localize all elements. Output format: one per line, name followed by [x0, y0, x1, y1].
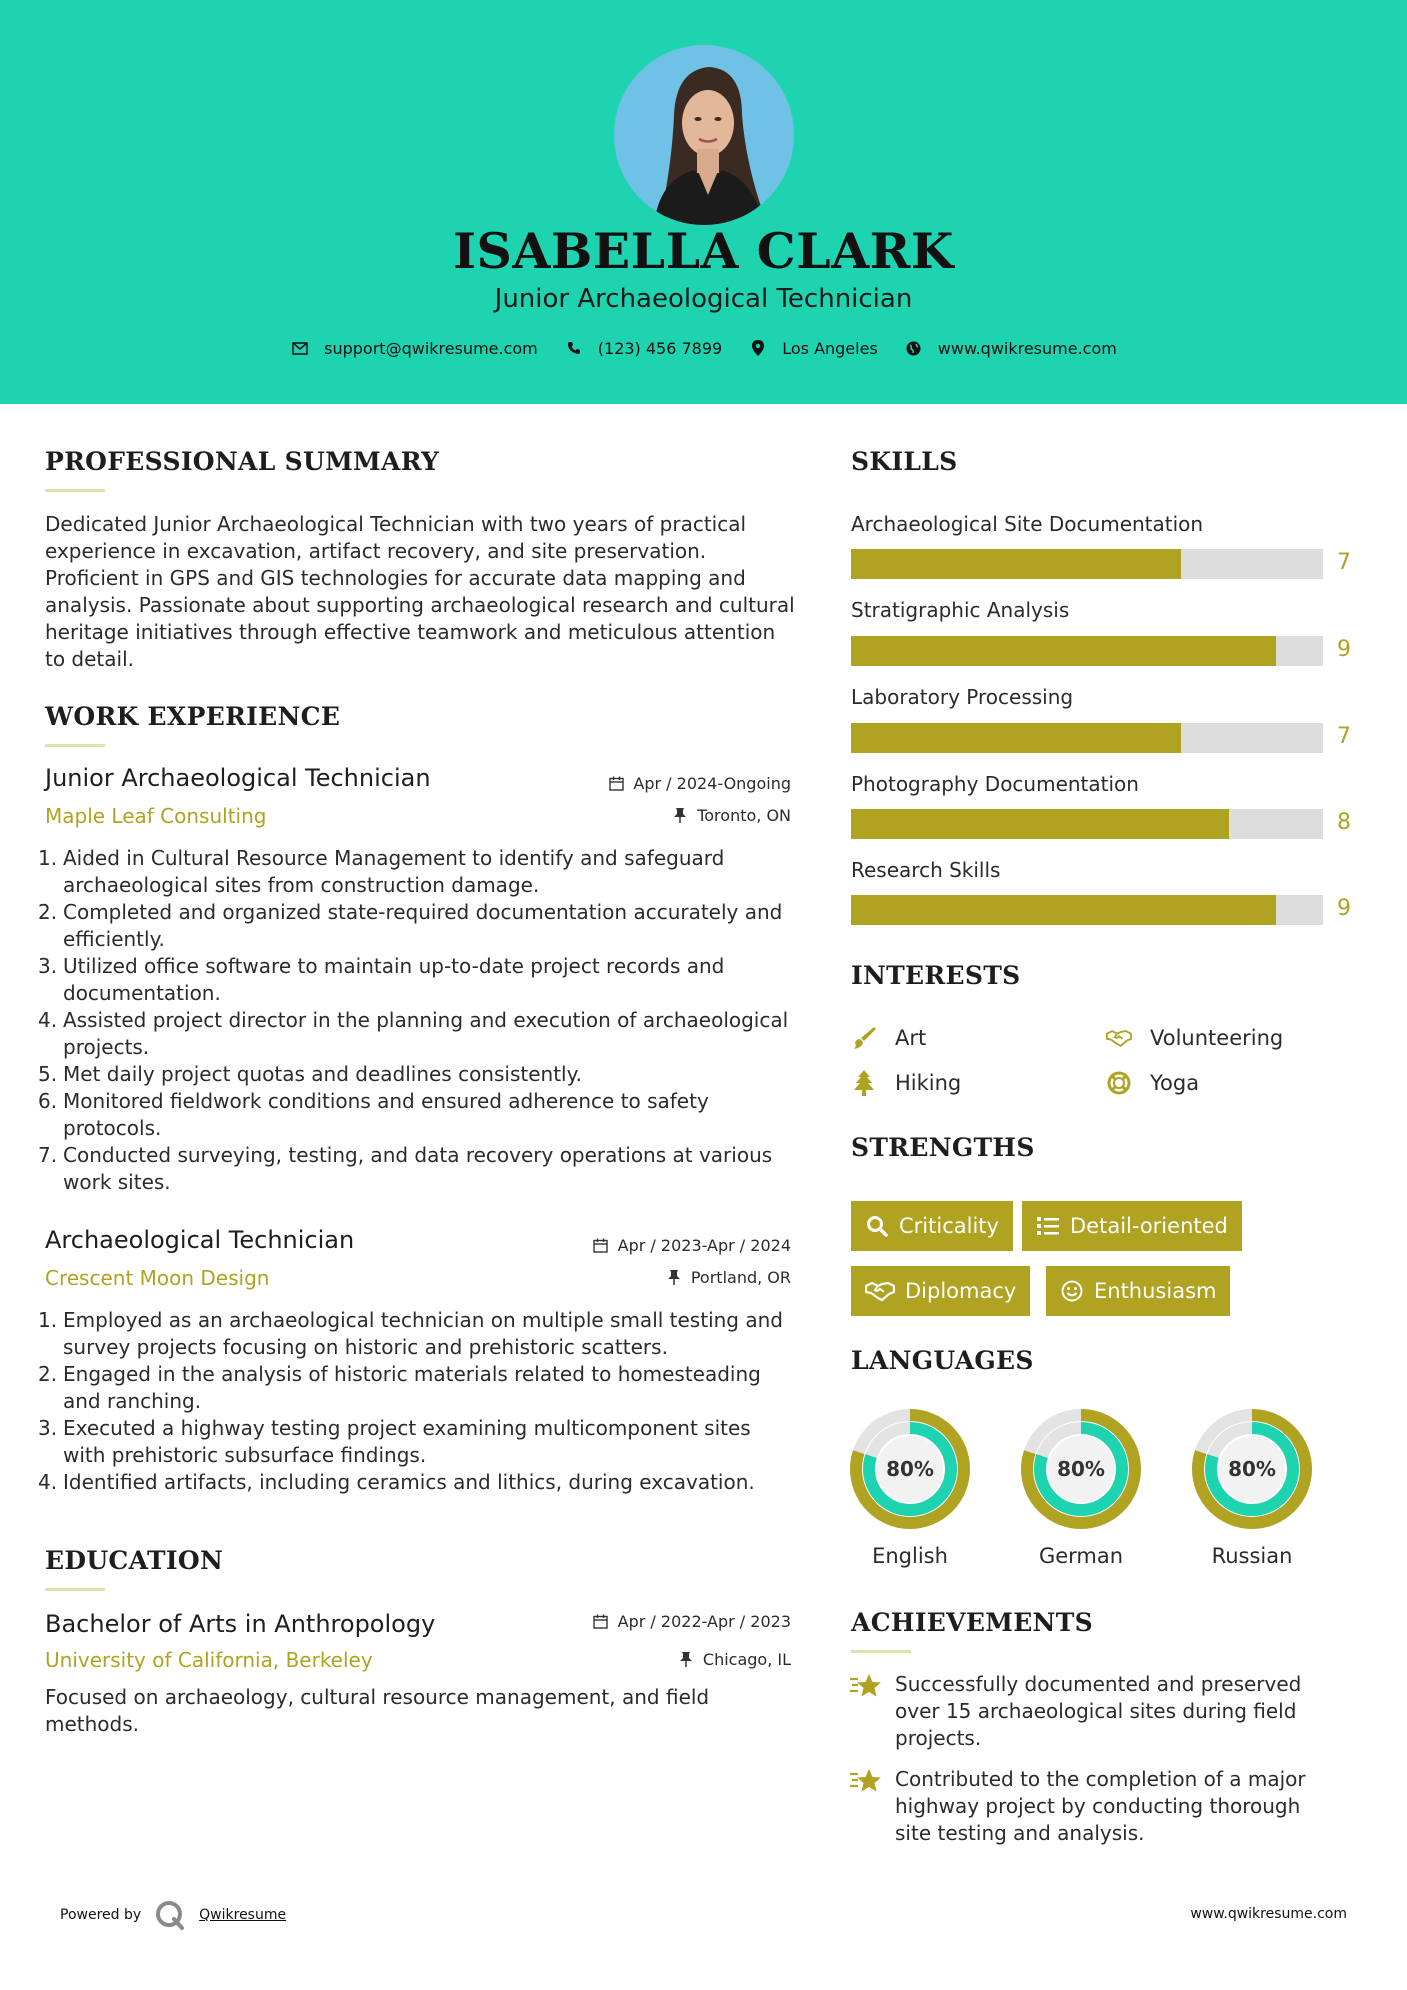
calendar-icon: [592, 1613, 610, 1631]
strength-label: Detail-oriented: [1070, 1214, 1228, 1238]
list-item: 3. Executed a highway testing project examining multicomponent sites with prehistoric subsurface findings.: [38, 1416, 751, 1467]
skill-bar: [851, 809, 1323, 839]
pushpin-icon: [677, 1651, 695, 1669]
language-name: Russian: [1211, 1544, 1293, 1568]
calendar-icon: [607, 775, 625, 793]
education-dates: [592, 1612, 791, 1631]
job-location-text: Toronto, ON: [697, 806, 791, 825]
interests-heading: INTERESTS: [851, 961, 1021, 990]
skill-bar-fill: [851, 723, 1181, 753]
list-item: 1. Aided in Cultural Resource Management to identify and safeguard archaeological sites from construction damage.: [38, 846, 725, 897]
skill-label: Archaeological Site Documentation: [851, 512, 1204, 536]
job-duties-list: [38, 1307, 795, 1496]
strength-tag: [851, 1266, 1030, 1316]
education-location-text: Chicago, IL: [702, 1650, 791, 1669]
list-item: 4. Identified artifacts, including ceramics and lithics, during excavation.: [38, 1470, 755, 1494]
skill-bar-fill: [851, 549, 1181, 579]
achievement-item: [849, 1766, 1335, 1847]
star-icon: [849, 1671, 883, 1705]
resume-header: [0, 0, 1407, 404]
footer-website[interactable]: www.qwikresume.com: [1190, 1906, 1347, 1922]
job-title: Junior Archaeological Technician: [45, 764, 431, 792]
interest-art: [851, 1025, 926, 1051]
skill-label: Research Skills: [851, 858, 1001, 882]
globe-icon: [904, 338, 924, 358]
profile-photo: [614, 45, 794, 225]
list-item: 1. Employed as an archaeological technician on multiple small testing and survey projects focusing on historic and prehistoric scatters.: [38, 1308, 783, 1359]
school-name: University of California, Berkeley: [45, 1648, 373, 1672]
summary-heading: PROFESSIONAL SUMMARY: [45, 447, 440, 476]
skill-bar-fill: [851, 636, 1276, 666]
handshake-icon: [1106, 1025, 1132, 1051]
summary-divider: [45, 489, 105, 492]
achievements-divider: [851, 1650, 911, 1653]
education-location: [677, 1650, 791, 1669]
job-dates: [592, 1236, 791, 1255]
achievement-item: [849, 1671, 1335, 1752]
handshake-icon: [865, 1279, 895, 1303]
star-icon: [849, 1766, 883, 1800]
skill-value: 7: [1337, 724, 1351, 749]
summary-text: Dedicated Junior Archaeological Technician with two years of practical experience in excavation, artifact recovery, and site preservation. Proficient in GPS and GIS technologies for accurate data mapping and analysis. Passionate about supporting archaeological research and cultural heritage initiatives through effective teamwork and meticulous attention to detail.: [45, 512, 795, 671]
list-icon: [1036, 1214, 1060, 1238]
phone-text: (123) 456 7899: [597, 338, 723, 358]
job-dates-text: Apr / 2024-Ongoing: [633, 774, 791, 793]
contact-phone[interactable]: [564, 338, 722, 358]
skill-bar: [851, 723, 1323, 753]
location-text: Los Angeles: [782, 338, 878, 358]
skill-bar: [851, 895, 1323, 925]
language-item: [1191, 1408, 1313, 1568]
interest-label: Volunteering: [1150, 1026, 1284, 1050]
experience-divider: [45, 744, 105, 747]
job-title: Archaeological Technician: [45, 1226, 355, 1254]
skill-bar: [851, 636, 1323, 666]
lifering-icon: [1106, 1070, 1132, 1096]
list-item: 7. Conducted surveying, testing, and data recovery operations at various work sites.: [38, 1143, 773, 1194]
degree-title: Bachelor of Arts in Anthropology: [45, 1610, 436, 1638]
education-heading: EDUCATION: [45, 1546, 224, 1575]
skill-value: 7: [1337, 550, 1351, 575]
skill-value: 9: [1337, 637, 1351, 662]
interest-volunteering: [1106, 1025, 1283, 1051]
skill-label: Photography Documentation: [851, 772, 1139, 796]
phone-icon: [564, 338, 584, 358]
language-item: [1020, 1408, 1142, 1568]
qwikresume-link[interactable]: Qwikresume: [199, 1907, 287, 1923]
language-name: German: [1038, 1544, 1124, 1568]
language-ring: [849, 1408, 971, 1530]
skill-label: Laboratory Processing: [851, 685, 1074, 709]
job-location: [665, 1268, 791, 1287]
strength-tag: [1046, 1266, 1230, 1316]
footer-branding: [60, 1900, 286, 1930]
smile-icon: [1060, 1279, 1084, 1303]
list-item: 2. Engaged in the analysis of historic materials related to homesteading and ranching.: [38, 1362, 761, 1413]
candidate-title: Junior Archaeological Technician: [494, 284, 913, 314]
job-dates: [607, 774, 791, 793]
strength-label: Enthusiasm: [1094, 1279, 1217, 1303]
job-dates-text: Apr / 2023-Apr / 2024: [617, 1236, 791, 1255]
strengths-heading: STRENGTHS: [851, 1133, 1035, 1162]
experience-heading: WORK EXPERIENCE: [45, 702, 341, 731]
list-item: 2. Completed and organized state-required documentation accurately and efficiently.: [38, 900, 783, 951]
skills-heading: SKILLS: [851, 447, 958, 476]
education-description: Focused on archaeology, cultural resource management, and field methods.: [45, 1685, 710, 1736]
list-item: 6. Monitored fieldwork conditions and ensured adherence to safety protocols.: [38, 1089, 709, 1140]
language-percent-label: 80%: [1228, 1457, 1276, 1481]
candidate-name: ISABELLA CLARK: [453, 222, 954, 280]
skill-label: Stratigraphic Analysis: [851, 598, 1070, 622]
search-icon: [865, 1214, 889, 1238]
achievements-heading: ACHIEVEMENTS: [851, 1608, 1093, 1637]
strength-tag: [851, 1201, 1013, 1251]
language-ring: [1191, 1408, 1313, 1530]
company-name: Crescent Moon Design: [45, 1266, 270, 1290]
skill-bar: [851, 549, 1323, 579]
language-name: English: [872, 1544, 948, 1568]
education-divider: [45, 1588, 105, 1591]
pushpin-icon: [671, 807, 689, 825]
paintbrush-icon: [851, 1025, 877, 1051]
envelope-icon: [290, 338, 310, 358]
skill-bar-fill: [851, 809, 1229, 839]
contact-location: [748, 338, 878, 358]
job-duties-list: [38, 845, 795, 1196]
skill-bar-fill: [851, 895, 1276, 925]
interest-yoga: [1106, 1070, 1199, 1096]
contact-email[interactable]: [290, 338, 538, 358]
email-text: support@qwikresume.com: [324, 338, 538, 358]
language-percent-label: 80%: [1057, 1457, 1105, 1481]
powered-by-text: Powered by: [60, 1907, 142, 1923]
contact-website[interactable]: [904, 338, 1117, 358]
strength-tag: [1022, 1201, 1242, 1251]
contact-bar: [0, 338, 1407, 358]
education-dates-text: Apr / 2022-Apr / 2023: [617, 1612, 791, 1631]
pushpin-icon: [665, 1269, 683, 1287]
languages-heading: LANGUAGES: [851, 1346, 1034, 1375]
interest-label: Hiking: [895, 1071, 962, 1095]
interest-label: Yoga: [1150, 1071, 1200, 1095]
achievement-text: Successfully documented and preserved over 15 archaeological sites during field projects.: [895, 1672, 1302, 1750]
skill-value: 9: [1337, 896, 1351, 921]
language-ring: [1020, 1408, 1142, 1530]
strength-label: Diplomacy: [905, 1279, 1017, 1303]
language-percent-label: 80%: [886, 1457, 934, 1481]
skill-value: 8: [1337, 810, 1351, 835]
strength-label: Criticality: [899, 1214, 999, 1238]
calendar-icon: [592, 1237, 610, 1255]
list-item: 4. Assisted project director in the planning and execution of archaeological projects.: [38, 1008, 789, 1059]
list-item: 3. Utilized office software to maintain up-to-date project records and documentation.: [38, 954, 725, 1005]
job-location-text: Portland, OR: [690, 1268, 791, 1287]
job-location: [671, 806, 791, 825]
list-item: 5. Met daily project quotas and deadlines consistently.: [38, 1062, 582, 1086]
tree-icon: [851, 1070, 877, 1096]
company-name: Maple Leaf Consulting: [45, 804, 267, 828]
interest-hiking: [851, 1070, 961, 1096]
qwikresume-logo-icon: [155, 1900, 185, 1930]
achievement-text: Contributed to the completion of a major highway project by conducting thorough site testing and analysis.: [895, 1767, 1306, 1845]
map-pin-icon: [748, 338, 768, 358]
interest-label: Art: [895, 1026, 927, 1050]
language-item: [849, 1408, 971, 1568]
website-text: www.qwikresume.com: [937, 338, 1117, 358]
